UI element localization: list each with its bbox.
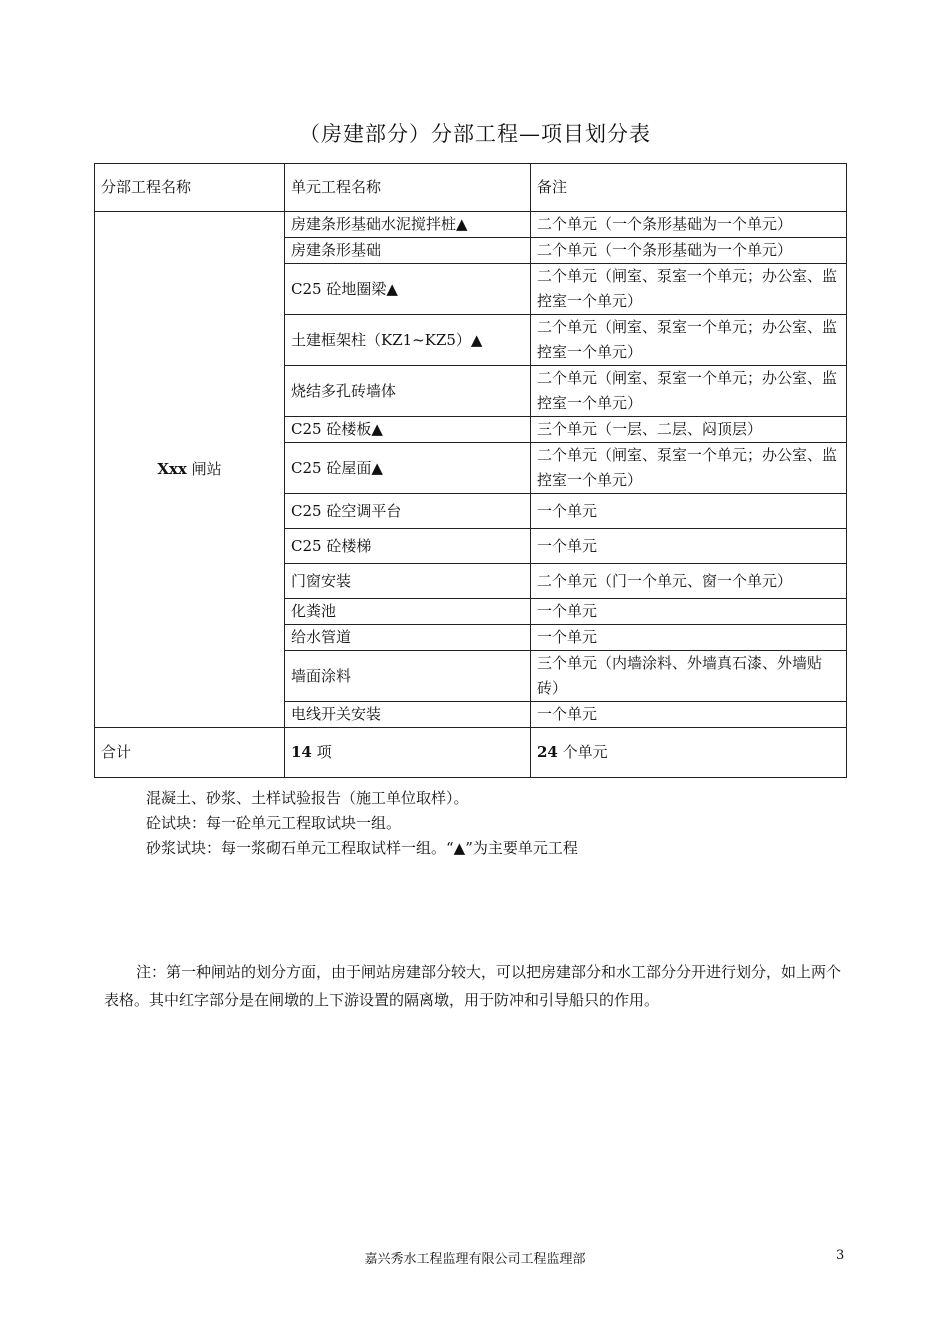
remark-cell: 一个单元	[531, 599, 847, 625]
note-line: 砼试块：每一砼单元工程取试块一组。	[146, 814, 402, 832]
remark-cell: 一个单元	[531, 529, 847, 564]
unit-cell: C25 砼空调平台	[285, 494, 531, 529]
footer-company: 嘉兴秀水工程监理有限公司工程监理部	[364, 1252, 586, 1267]
remark-cell: 一个单元	[531, 702, 847, 728]
unit-cell: 房建条形基础水泥搅拌桩▲	[285, 212, 531, 238]
remark-cell: 一个单元	[531, 625, 847, 651]
header-division: 分部工程名称	[95, 164, 285, 212]
unit-cell: 房建条形基础	[285, 238, 531, 264]
section-label-rest: 闸站	[186, 460, 222, 478]
header-remark: 备注	[531, 164, 847, 212]
remark-cell: 二个单元（一个条形基础为一个单元）	[531, 238, 847, 264]
table-header-row	[95, 164, 847, 212]
remark-cell: 三个单元（一层、二层、闷顶层）	[531, 417, 847, 443]
total-count-number: 14	[291, 743, 312, 761]
unit-cell: 土建框架柱（KZ1~KZ5）▲	[285, 315, 531, 366]
page-number: 3	[836, 1248, 845, 1263]
header-unit: 单元工程名称	[285, 164, 531, 212]
remark-cell: 二个单元（闸室、泵室一个单元；办公室、监控室一个单元）	[531, 443, 847, 494]
unit-cell: 墙面涂料	[285, 651, 531, 702]
section-cell	[95, 212, 285, 728]
unit-cell: C25 砼屋面▲	[285, 443, 531, 494]
unit-cell: C25 砼楼梯	[285, 529, 531, 564]
unit-cell: 化粪池	[285, 599, 531, 625]
remark-cell: 二个单元（一个条形基础为一个单元）	[531, 212, 847, 238]
remark-cell: 二个单元（闸室、泵室一个单元；办公室、监控室一个单元）	[531, 315, 847, 366]
unit-cell: 门窗安装	[285, 564, 531, 599]
page-title: （房建部分）分部工程—项目划分表	[299, 122, 651, 146]
remark-cell: 一个单元	[531, 494, 847, 529]
unit-cell: C25 砼楼板▲	[285, 417, 531, 443]
remark-cell: 三个单元（内墙涂料、外墙真石漆、外墙贴砖）	[531, 651, 847, 702]
remark-cell: 二个单元（门一个单元、窗一个单元）	[531, 564, 847, 599]
total-count-cell	[285, 728, 531, 778]
remark-cell: 二个单元（闸室、泵室一个单元；办公室、监控室一个单元）	[531, 366, 847, 417]
total-units-number: 24	[537, 743, 558, 761]
note-line: 砂浆试块：每一浆砌石单元工程取试样一组。“▲”为主要单元工程	[146, 839, 578, 857]
total-units-cell	[531, 728, 847, 778]
test-notes	[146, 786, 578, 861]
footnote-paragraph: 注：第一种闸站的划分方面，由于闸站房建部分较大，可以把房建部分和水工部分分开进行划分，如上两个表格。其中红字部分是在闸墩的上下游设置的隔离墩，用于防冲和引导船只的作用。	[104, 963, 842, 1009]
unit-cell: C25 砼地圈梁▲	[285, 264, 531, 315]
total-count-unit: 项	[311, 743, 332, 761]
remark-cell: 二个单元（闸室、泵室一个单元；办公室、监控室一个单元）	[531, 264, 847, 315]
total-row	[95, 728, 847, 778]
division-table	[94, 163, 847, 778]
total-units-unit: 个单元	[557, 743, 608, 761]
table-row	[95, 212, 847, 238]
unit-cell: 给水管道	[285, 625, 531, 651]
total-label: 合计	[95, 728, 285, 778]
unit-cell: 烧结多孔砖墙体	[285, 366, 531, 417]
unit-cell: 电线开关安装	[285, 702, 531, 728]
section-label-bold: Xxx	[157, 460, 187, 478]
note-line: 混凝土、砂浆、土样试验报告（施工单位取样）。	[146, 789, 469, 807]
